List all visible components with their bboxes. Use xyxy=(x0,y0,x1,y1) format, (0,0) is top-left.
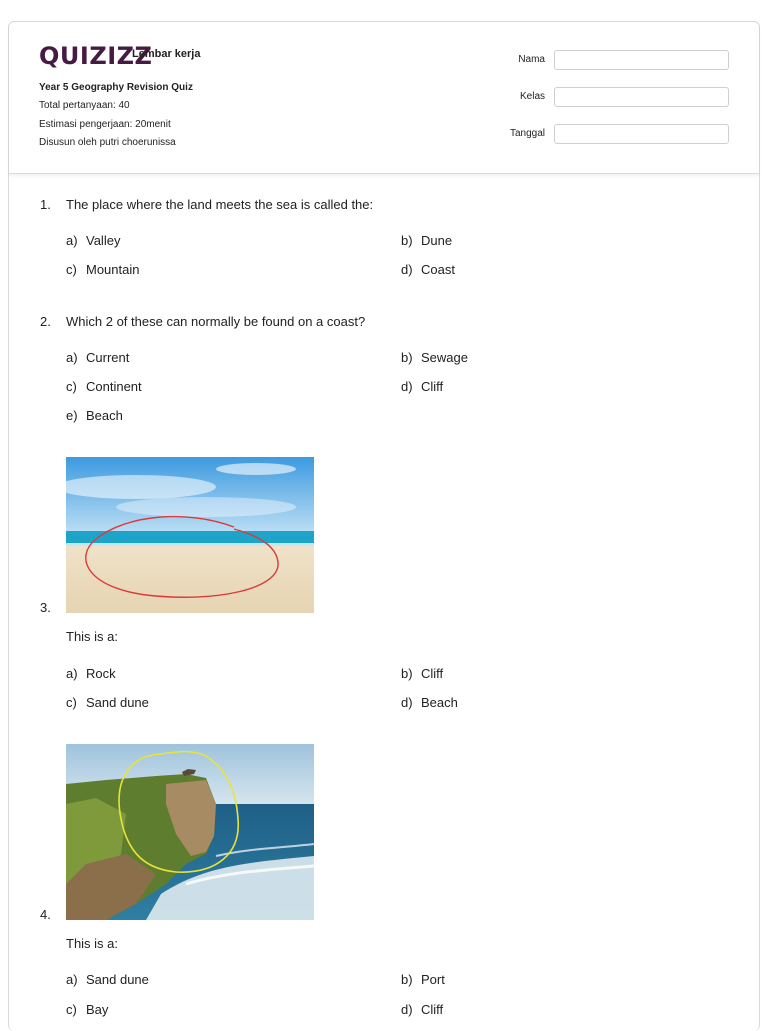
nama-label: Nama xyxy=(518,54,545,65)
answer-option[interactable] xyxy=(401,666,443,681)
estimated-time: Estimasi pengerjaan: 20menit xyxy=(39,119,171,130)
option-letter: a) xyxy=(66,233,78,248)
option-letter: c) xyxy=(66,262,77,277)
option-letter: a) xyxy=(66,666,78,681)
option-text: Cliff xyxy=(421,1002,444,1017)
option-text: Valley xyxy=(86,233,121,248)
answer-option[interactable] xyxy=(401,379,443,394)
beach-illustration xyxy=(66,457,314,613)
option-text: Cliff xyxy=(421,379,444,394)
option-text: Beach xyxy=(86,408,123,423)
option-text: Mountain xyxy=(86,262,140,277)
nama-field[interactable] xyxy=(554,50,729,70)
answer-option[interactable] xyxy=(401,350,468,365)
option-letter: b) xyxy=(401,666,413,681)
worksheet-header xyxy=(9,22,759,174)
tanggal-label: Tanggal xyxy=(509,128,545,139)
option-text: Sand dune xyxy=(86,972,149,987)
kelas-field[interactable] xyxy=(554,87,729,107)
question-number: 3. xyxy=(40,600,51,615)
option-letter: c) xyxy=(66,1002,77,1017)
answer-option[interactable] xyxy=(66,972,149,987)
option-text: Rock xyxy=(86,666,116,681)
sheet-kind-label: Lembar kerja xyxy=(132,48,201,60)
quiz-title: Year 5 Geography Revision Quiz xyxy=(39,82,193,93)
question-text: Which 2 of these can normally be found on a coast? xyxy=(66,314,366,329)
answer-option[interactable] xyxy=(401,972,445,987)
question-number: 1. xyxy=(40,197,51,212)
option-letter: c) xyxy=(66,379,77,394)
option-letter: d) xyxy=(401,379,413,394)
option-letter: d) xyxy=(401,262,413,277)
option-text: Beach xyxy=(421,695,458,710)
answer-option[interactable] xyxy=(401,233,452,248)
option-letter: a) xyxy=(66,350,78,365)
quizizz-logo: QUIZIZZ xyxy=(39,42,153,70)
answer-option[interactable] xyxy=(66,262,139,277)
option-text: Port xyxy=(421,972,445,987)
question-text: This is a: xyxy=(66,936,119,951)
option-text: Sand dune xyxy=(86,695,149,710)
question-text: This is a: xyxy=(66,629,119,644)
option-letter: d) xyxy=(401,695,413,710)
option-text: Continent xyxy=(86,379,142,394)
option-letter: a) xyxy=(66,972,78,987)
option-letter: d) xyxy=(401,1002,413,1017)
option-text: Dune xyxy=(421,233,453,248)
answer-option[interactable] xyxy=(66,350,129,365)
option-letter: b) xyxy=(401,972,413,987)
option-text: Sewage xyxy=(421,350,468,365)
answer-option[interactable] xyxy=(66,695,149,710)
option-letter: b) xyxy=(401,350,413,365)
answer-option[interactable] xyxy=(401,1002,443,1017)
option-text: Bay xyxy=(86,1002,109,1017)
kelas-label: Kelas xyxy=(519,91,545,102)
beach-photo xyxy=(66,457,314,613)
total-questions: Total pertanyaan: 40 xyxy=(39,100,130,111)
answer-option[interactable] xyxy=(66,666,116,681)
option-text: Current xyxy=(86,350,130,365)
option-text: Coast xyxy=(421,262,455,277)
tanggal-field[interactable] xyxy=(554,124,729,144)
author-line: Disusun oleh putri choerunissa xyxy=(39,137,176,148)
question-number: 4. xyxy=(40,907,51,922)
answer-option[interactable] xyxy=(66,379,142,394)
option-letter: b) xyxy=(401,233,413,248)
answer-option[interactable] xyxy=(401,695,458,710)
answer-option[interactable] xyxy=(401,262,455,277)
cliff-illustration xyxy=(66,744,314,920)
answer-option[interactable] xyxy=(66,408,123,423)
answer-option[interactable] xyxy=(66,1002,108,1017)
option-letter: c) xyxy=(66,695,77,710)
option-letter: e) xyxy=(66,408,78,423)
question-text: The place where the land meets the sea is called the: xyxy=(66,197,374,212)
answer-option[interactable] xyxy=(66,233,120,248)
option-text: Cliff xyxy=(421,666,444,681)
cliff-photo xyxy=(66,744,314,920)
question-number: 2. xyxy=(40,314,51,329)
